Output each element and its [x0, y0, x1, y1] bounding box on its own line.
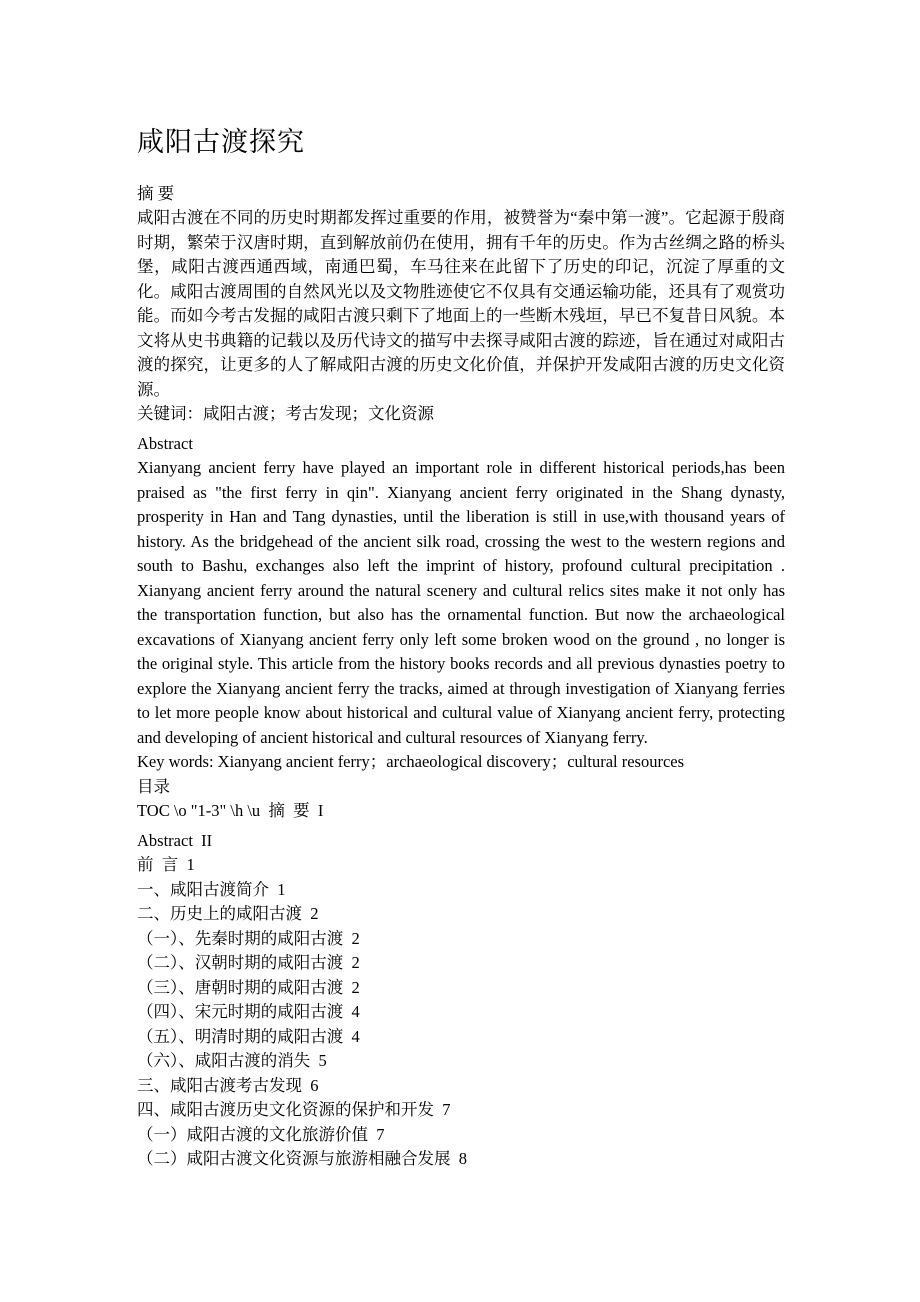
toc-item: 四、咸阳古渡历史文化资源的保护和开发 7	[137, 1100, 451, 1120]
toc-item: （三）、唐朝时期的咸阳古渡 2	[137, 977, 360, 997]
toc-item: （一）咸阳古渡的文化旅游价值 7	[137, 1124, 385, 1144]
abstract-en-body: Xianyang ancient ferry have played an important role in different historical periods,has been praised as "the first ferry in qin". Xianyang ancient ferry originated in the Shang dynasty, prosperity in Han and Tang dynasties, until the liberation is still in use,with thousand years of history. As the bridgehead of the ancient silk road, crossing the west to the western regions and south to Bashu, exchanges also left the imprint of history, profound cultural precipitation . Xianyang ancient ferry around the natural scenery and cultural relics sites make it not only has the transportation function, but also has the ornamental function. But now the archaeological excavations of Xianyang ancient ferry only left some broken wood on the ground , no longer is the original style. This article from the history books records and all previous dynasties poetry to explore the Xianyang ancient ferry the tracks, aimed at through investigation of Xianyang ferries to let more people know about historical and cultural value of Xianyang ancient ferry, protecting and developing of ancient historical and cultural resources of Xianyang ferry.	[137, 458, 785, 747]
toc-item: 一、咸阳古渡简介 1	[137, 879, 286, 899]
toc-item: Abstract II	[137, 830, 213, 850]
page-title: 咸阳古渡探究	[137, 127, 305, 157]
toc-item: （五）、明清时期的咸阳古渡 4	[137, 1026, 360, 1046]
abstract-en-heading: Abstract	[137, 433, 193, 453]
toc-item: 前 言 1	[137, 855, 195, 875]
abstract-zh-keywords: 关键词：咸阳古渡；考古发现；文化资源	[137, 404, 434, 424]
toc-item: （一）、先秦时期的咸阳古渡 2	[137, 928, 360, 948]
toc-item: 二、历史上的咸阳古渡 2	[137, 904, 319, 924]
abstract-zh-heading: 摘 要	[137, 183, 175, 203]
table-of-contents	[137, 799, 785, 1172]
toc-item: （二）、汉朝时期的咸阳古渡 2	[137, 953, 360, 973]
abstract-zh-body: 咸阳古渡在不同的历史时期都发挥过重要的作用，被赞誉为“秦中第一渡”。它起源于殷商时期，繁荣于汉唐时期，直到解放前仍在使用，拥有千年的历史。作为古丝绸之路的桥头堡，咸阳古渡西通西域，南通巴蜀，车马往来在此留下了历史的印记，沉淀了厚重的文化。咸阳古渡周围的自然风光以及文物胜迹使它不仅具有交通运输功能，还具有了观赏功能。而如今考古发掘的咸阳古渡只剩下了地面上的一些断木残垣，早已不复昔日风貌。本文将从史书典籍的记载以及历代诗文的描写中去探寻咸阳古渡的踪迹，旨在通过对咸阳古渡的探究，让更多的人了解咸阳古渡的历史文化价值，并保护开发咸阳古渡的历史文化资源。	[137, 208, 785, 399]
toc-item: TOC \o "1-3" \h \u 摘 要 I	[137, 801, 324, 821]
toc-item: （二）咸阳古渡文化资源与旅游相融合发展 8	[137, 1149, 467, 1169]
toc-item: （六）、咸阳古渡的消失 5	[137, 1051, 327, 1071]
toc-item: （四）、宋元时期的咸阳古渡 4	[137, 1002, 360, 1022]
abstract-en-keywords: Key words: Xianyang ancient ferry；archaeological discovery；cultural resources	[137, 752, 685, 772]
toc-heading: 目录	[137, 776, 170, 796]
toc-item: 三、咸阳古渡考古发现 6	[137, 1075, 319, 1095]
